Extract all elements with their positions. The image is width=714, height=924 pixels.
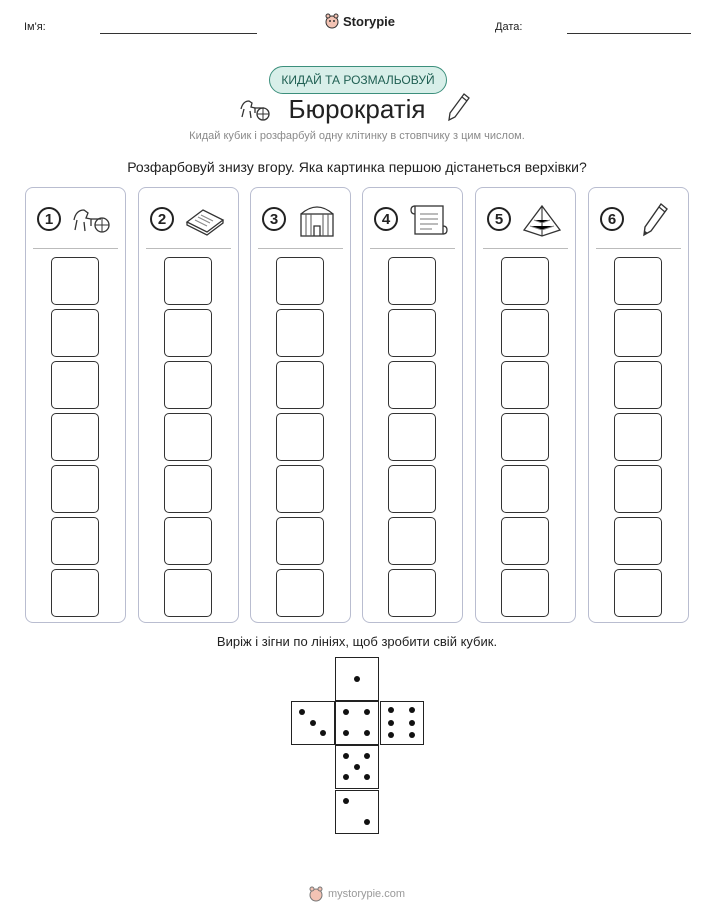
date-label: Дата:	[495, 21, 523, 33]
color-cell[interactable]	[51, 517, 99, 565]
storypie-mascot-icon	[325, 13, 339, 29]
column-number: 1	[37, 207, 61, 231]
dice-face-6	[380, 701, 424, 745]
scroll-icon	[407, 200, 451, 240]
round-tent-icon	[295, 200, 339, 240]
column-header	[26, 200, 125, 240]
dice-pip	[320, 730, 326, 736]
column-header	[139, 200, 238, 240]
column-1	[25, 187, 126, 623]
dice-pip	[354, 676, 360, 682]
dice-pip	[343, 753, 349, 759]
footer-url: mystorypie.com	[327, 888, 406, 900]
column-header	[363, 200, 462, 240]
column-divider	[483, 248, 568, 249]
color-cell[interactable]	[276, 517, 324, 565]
color-cell[interactable]	[388, 257, 436, 305]
dice-face-5	[335, 745, 379, 789]
color-cell[interactable]	[51, 309, 99, 357]
color-cell[interactable]	[388, 309, 436, 357]
color-cell[interactable]	[614, 361, 662, 409]
column-number: 3	[262, 207, 286, 231]
color-cell[interactable]	[388, 361, 436, 409]
dice-pip	[343, 730, 349, 736]
dice-pip	[299, 709, 305, 715]
color-cell[interactable]	[164, 361, 212, 409]
column-divider	[596, 248, 681, 249]
column-4	[362, 187, 463, 623]
color-cell[interactable]	[388, 465, 436, 513]
color-cell[interactable]	[164, 569, 212, 617]
dice-pip	[388, 732, 394, 738]
column-header	[476, 200, 575, 240]
color-cell[interactable]	[388, 517, 436, 565]
color-cell[interactable]	[614, 517, 662, 565]
color-cell[interactable]	[501, 569, 549, 617]
color-cell[interactable]	[276, 465, 324, 513]
brand-logo	[325, 13, 395, 29]
color-cell[interactable]	[276, 257, 324, 305]
pyramid-icon	[520, 200, 564, 240]
column-header	[251, 200, 350, 240]
column-number: 4	[374, 207, 398, 231]
column-number: 5	[487, 207, 511, 231]
color-cell[interactable]	[164, 517, 212, 565]
color-cell[interactable]	[501, 465, 549, 513]
pencil-icon	[633, 200, 677, 240]
chariot-icon	[70, 200, 114, 240]
color-cell[interactable]	[501, 517, 549, 565]
color-cell[interactable]	[164, 309, 212, 357]
column-header	[589, 200, 688, 240]
color-cell[interactable]	[614, 257, 662, 305]
dice-pip	[364, 753, 370, 759]
dice-pip	[364, 819, 370, 825]
color-cell[interactable]	[51, 569, 99, 617]
dice-pip	[409, 720, 415, 726]
clay-tablet-icon	[183, 200, 227, 240]
color-cell[interactable]	[501, 361, 549, 409]
storypie-mascot-icon	[309, 886, 323, 902]
dice-pip	[409, 732, 415, 738]
color-cell[interactable]	[614, 465, 662, 513]
dice-pip	[343, 798, 349, 804]
color-cell[interactable]	[51, 413, 99, 461]
color-cell[interactable]	[276, 361, 324, 409]
dice-face-2	[335, 790, 379, 834]
color-cell[interactable]	[501, 309, 549, 357]
dice-face-4	[335, 701, 379, 745]
dice-pip	[354, 764, 360, 770]
color-cell[interactable]	[51, 257, 99, 305]
color-cell[interactable]	[501, 257, 549, 305]
activity-badge: КИДАЙ ТА РОЗМАЛЬОВУЙ	[269, 66, 447, 94]
color-cell[interactable]	[164, 413, 212, 461]
color-cell[interactable]	[614, 413, 662, 461]
dice-pip	[343, 709, 349, 715]
column-divider	[370, 248, 455, 249]
brand-name: Storypie	[343, 13, 396, 29]
pencil-icon	[447, 92, 471, 122]
name-line[interactable]	[100, 33, 257, 34]
dice-face-3	[291, 701, 335, 745]
cut-instruction: Виріж і зігни по лініях, щоб зробити свій кубик.	[216, 634, 498, 649]
color-cell[interactable]	[276, 413, 324, 461]
dice-pip	[364, 709, 370, 715]
name-label: Ім'я:	[24, 21, 46, 33]
dice-pip	[343, 774, 349, 780]
color-cell[interactable]	[614, 309, 662, 357]
color-cell[interactable]	[614, 569, 662, 617]
column-divider	[146, 248, 231, 249]
color-cell[interactable]	[51, 361, 99, 409]
color-cell[interactable]	[51, 465, 99, 513]
column-number: 6	[600, 207, 624, 231]
footer	[0, 886, 714, 902]
color-cell[interactable]	[276, 569, 324, 617]
column-3	[250, 187, 351, 623]
dice-pip	[364, 774, 370, 780]
dice-pip	[388, 720, 394, 726]
instruction: Розфарбовуй знизу вгору. Яка картинка першою дістанеться верхівки?	[127, 159, 587, 175]
dice-pip	[409, 707, 415, 713]
column-number: 2	[150, 207, 174, 231]
color-cell[interactable]	[388, 413, 436, 461]
dice-face-1	[335, 657, 379, 701]
subtitle: Кидай кубик і розфарбуй одну клітинку в стовпчику з цим числом.	[189, 130, 525, 142]
color-cell[interactable]	[164, 257, 212, 305]
color-cell[interactable]	[388, 569, 436, 617]
dice-pip	[364, 730, 370, 736]
column-divider	[33, 248, 118, 249]
dice-pip	[310, 720, 316, 726]
color-cell[interactable]	[501, 413, 549, 461]
column-5	[475, 187, 576, 623]
date-line[interactable]	[567, 33, 691, 34]
column-6	[588, 187, 689, 623]
color-cell[interactable]	[164, 465, 212, 513]
dice-pip	[388, 707, 394, 713]
page-title: Бюрократія	[288, 94, 426, 124]
column-2	[138, 187, 239, 623]
color-cell[interactable]	[276, 309, 324, 357]
column-divider	[258, 248, 343, 249]
